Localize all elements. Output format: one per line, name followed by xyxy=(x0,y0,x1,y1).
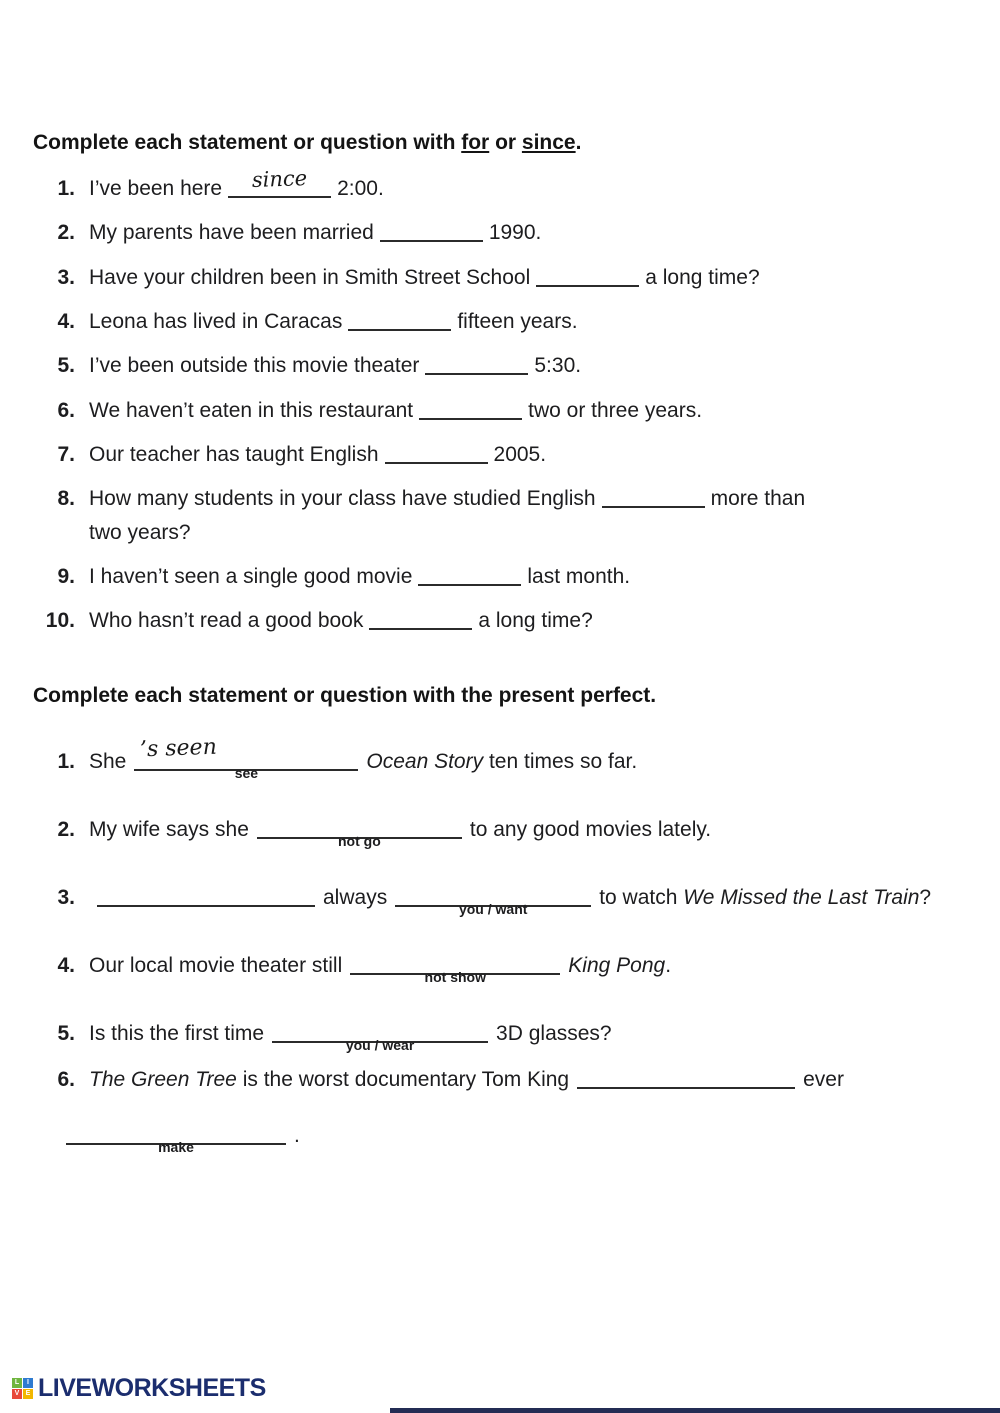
heading-text: . xyxy=(575,131,582,154)
item-content xyxy=(89,438,953,472)
s1-item-9 xyxy=(33,560,953,594)
item-text-before: I’ve been here xyxy=(89,177,223,200)
logo-square: L xyxy=(12,1378,22,1388)
movie-title: Ocean Story xyxy=(366,750,484,773)
item-text-before: She xyxy=(89,750,127,773)
s1-item-8 xyxy=(33,482,953,549)
item-number: 4. xyxy=(57,310,75,333)
item-content xyxy=(89,1017,953,1054)
item-text-before: My wife says she xyxy=(89,818,249,841)
item-text-after: 3D glasses? xyxy=(496,1022,612,1045)
item-content xyxy=(89,560,953,594)
s1-item-3 xyxy=(33,261,953,295)
item-text-wrap: two years? xyxy=(89,520,191,544)
logo-square: I xyxy=(23,1378,33,1388)
brand-name[interactable]: LIVEWORKSHEETS xyxy=(38,1373,266,1402)
s1-item-6 xyxy=(33,394,953,428)
liveworksheets-logo-icon[interactable] xyxy=(12,1378,33,1399)
item-text-before: Our local movie theater still xyxy=(89,954,343,977)
item-number: 3. xyxy=(57,266,75,289)
item-number: 10. xyxy=(45,609,75,632)
verb-hint: not show xyxy=(424,969,486,986)
item-number: 7. xyxy=(57,443,75,466)
verb-hint: see xyxy=(234,765,259,782)
item-content xyxy=(89,604,953,638)
answer-blank[interactable] xyxy=(97,895,315,907)
s2-item-3 xyxy=(33,881,953,918)
s2-item-1 xyxy=(33,734,953,782)
item-text-after: 5:30. xyxy=(534,354,582,377)
s2-item-6-continued xyxy=(66,1119,986,1156)
verb-hint: make xyxy=(158,1139,194,1156)
item-text-before: Leona has lived in Caracas xyxy=(89,310,343,333)
answer-blank[interactable] xyxy=(134,734,358,782)
item-number: 5. xyxy=(57,354,75,377)
answer-blank[interactable] xyxy=(350,963,560,986)
item-content xyxy=(89,734,953,782)
logo-square: V xyxy=(12,1389,22,1399)
item-text-after: a long time? xyxy=(478,609,593,632)
item-text-after: more than xyxy=(710,487,806,510)
verb-hint: you / wear xyxy=(345,1037,415,1054)
item-text-end: . xyxy=(665,954,672,977)
item-number: 6. xyxy=(57,1068,75,1091)
item-text-before: Have your children been in Smith Street School xyxy=(89,266,531,289)
movie-title: King Pong xyxy=(568,954,666,977)
s2-item-2 xyxy=(33,813,953,850)
item-number: 3. xyxy=(57,886,75,909)
item-content xyxy=(89,1063,953,1097)
verb-hint: you / want xyxy=(458,901,528,918)
item-text-after: fifteen years. xyxy=(457,310,578,333)
bottom-edge-strip xyxy=(390,1408,1000,1413)
item-number: 9. xyxy=(57,565,75,588)
heading-text: Complete each statement or question with xyxy=(33,131,462,154)
answer-blank[interactable] xyxy=(577,1077,795,1089)
item-number: 5. xyxy=(57,1022,75,1045)
answer-blank[interactable] xyxy=(348,319,451,331)
item-content xyxy=(89,394,953,428)
item-text-before: How many students in your class have studied English xyxy=(89,487,596,510)
item-content xyxy=(89,482,953,549)
s1-item-2 xyxy=(33,216,953,250)
item-content xyxy=(89,305,953,339)
footer xyxy=(12,1374,266,1402)
movie-title: We Missed the Last Train xyxy=(683,886,920,909)
item-text-end: . xyxy=(294,1124,300,1147)
s2-item-5 xyxy=(33,1017,953,1054)
answer-blank[interactable] xyxy=(257,827,462,850)
answer-blank[interactable] xyxy=(395,895,591,918)
item-text-before: Our teacher has taught English xyxy=(89,443,379,466)
section2-heading: Complete each statement or question with the present perfect. xyxy=(33,684,657,707)
item-text-after: ten times so far. xyxy=(488,750,638,773)
answer-blank[interactable] xyxy=(602,496,705,508)
item-content xyxy=(89,216,953,250)
underlined-word-since: since xyxy=(521,131,576,154)
answer-blank[interactable] xyxy=(369,618,472,630)
item-text-after: last month. xyxy=(527,565,631,588)
item-text-mid: always xyxy=(323,886,388,909)
answer-blank[interactable] xyxy=(536,275,639,287)
item-text-after: a long time? xyxy=(645,266,760,289)
answer-blank[interactable] xyxy=(380,230,483,242)
handwritten-answer: ’s seen xyxy=(139,734,218,763)
item-number: 8. xyxy=(57,487,75,510)
s1-item-7 xyxy=(33,438,953,472)
item-number: 4. xyxy=(57,954,75,977)
verb-hint: not go xyxy=(338,833,381,850)
item-number: 2. xyxy=(57,221,75,244)
item-text-before: My parents have been married xyxy=(89,221,374,244)
item-text-before: We haven’t eaten in this restaurant xyxy=(89,399,414,422)
handwritten-answer: since xyxy=(251,166,308,193)
item-text-before: I’ve been outside this movie theater xyxy=(89,354,420,377)
logo-square: E xyxy=(23,1389,33,1399)
item-number: 1. xyxy=(57,750,75,773)
item-number: 6. xyxy=(57,399,75,422)
s1-item-10 xyxy=(33,604,953,638)
item-content xyxy=(89,949,953,986)
section1-heading xyxy=(33,131,963,155)
item-number: 2. xyxy=(57,818,75,841)
answer-blank[interactable] xyxy=(385,452,488,464)
s1-item-5 xyxy=(33,349,953,383)
item-content xyxy=(66,1119,986,1156)
answer-blank[interactable] xyxy=(425,363,528,375)
item-content xyxy=(89,349,953,383)
answer-blank[interactable] xyxy=(228,166,331,198)
answer-blank[interactable] xyxy=(418,574,521,586)
item-content xyxy=(89,813,953,850)
s2-item-6 xyxy=(33,1063,953,1097)
item-text-before: Is this the first time xyxy=(89,1022,265,1045)
s1-item-4 xyxy=(33,305,953,339)
s1-item-1 xyxy=(33,166,953,206)
movie-title: The Green Tree xyxy=(89,1068,237,1091)
heading-text: or xyxy=(489,131,522,154)
item-text-after: two or three years. xyxy=(528,399,703,422)
item-text-after: to any good movies lately. xyxy=(469,818,712,841)
underlined-word-for: for xyxy=(461,131,490,154)
item-text-end: ? xyxy=(919,886,932,909)
item-text-after: to watch xyxy=(599,886,678,909)
item-text-before: Who hasn’t read a good book xyxy=(89,609,364,632)
item-text-after: 2:00. xyxy=(337,177,384,200)
item-text-after: 1990. xyxy=(488,221,542,244)
item-text-after: ever xyxy=(803,1068,844,1091)
item-number: 1. xyxy=(57,177,75,200)
item-content xyxy=(89,881,953,918)
s2-item-4 xyxy=(33,949,953,986)
item-text-before: I haven’t seen a single good movie xyxy=(89,565,413,588)
answer-blank[interactable] xyxy=(272,1031,488,1054)
item-text-after: 2005. xyxy=(493,443,547,466)
item-content xyxy=(89,261,953,295)
item-content xyxy=(89,166,953,206)
answer-blank[interactable] xyxy=(419,408,522,420)
item-text-before: is the worst documentary Tom King xyxy=(242,1068,570,1091)
answer-blank[interactable] xyxy=(66,1133,286,1156)
